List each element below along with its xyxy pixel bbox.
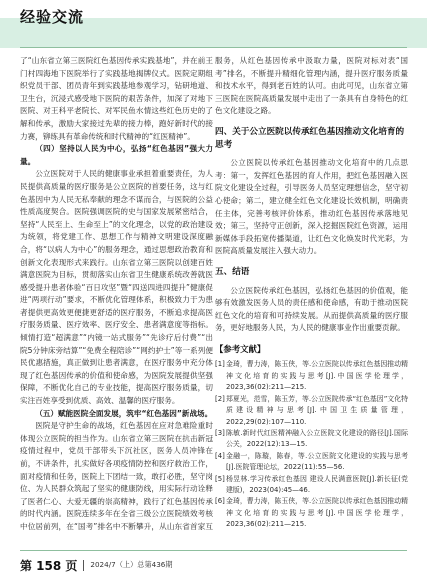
reference-item xyxy=(215,474,408,497)
section-heading: 五、结语 xyxy=(215,266,250,277)
reference-text: 杨昱林.学习传承红色基因 建设人民满意医院[J].新长征(党建版)，2023(04):45—46. xyxy=(226,474,408,494)
reference-number: [4] xyxy=(215,451,225,460)
reference-text: 金琦，曹力涛，陈玉侠，等.公立医院以传承红色基因推动精神文化培育的实践与思考[J].中国医学伦理学，2023,36(02):211—215. xyxy=(226,497,408,529)
body-paragraph: 公立医院传承红色基因，弘扬红色基因的价值观，能够有效激发医务人员的责任感和使命感，有助于推动医院红色文化的培育和可持续发展。从而提供高质量的医疗服务，更好地服务人民，为人民的健康事业作出重要贡献。 xyxy=(215,285,408,333)
footer-divider xyxy=(83,560,84,571)
body-paragraph: 了“山东省立第三医院红色基因传承实践基地”，并在前王门村四海地下医院举行了实践基地揭牌仪式。医院定期组织党员干部、团员青年到实践基地参观学习，钻研地道、卫生台，沉浸式感受地下医院的艰苦条件，加深了对地下医院、对王科平老院长、对军民鱼水情这些红色历史的了解和传承，激励大家接过先辈的接力棒，跑好新时代的接力赛，铆练具有革命传统和时代精神的“红医精神”。 xyxy=(20,56,213,141)
reference-item xyxy=(215,428,408,451)
right-column xyxy=(215,55,408,535)
reference-number: [1] xyxy=(215,360,225,369)
footer-rule xyxy=(20,550,407,551)
reference-text: 陈敏.新时代红医精神融入公立医院文化建设的路径[J].国际公关，2022(12):13—15. xyxy=(226,428,408,449)
header-rule xyxy=(20,47,407,48)
body-paragraph: 医院是守护生命的战场，红色基因在应对急难险重时体现公立医院的担当作为。山东省立第三医院在抗击新冠疫情过程中，党员干部带头下沉社区，医务人员冲锋在前，不讲条件，扎实做好各项疫情防控和医疗救治工作，面对疫情和任务，医院上下团结一致，敢打必胜，坚守岗位、为人民群众筑起了坚实的健康防线，用实际行动诠释了医者仁心、大爱无疆的崇高精神，践行了红色基因传承的时代内涵。医院连续多年在全省三级公立医院绩效考核中位居前列，在“国考”排名中不断攀升，从山东省首家互 xyxy=(20,421,213,531)
reference-item xyxy=(215,451,408,474)
reference-number: [2] xyxy=(215,394,225,403)
body-paragraph: 公立医院以传承红色基因推动文化培育中的几点思考：第一，发挥红色基因的育人作用，把红色基因融入医院文化建设全过程，引导医务人员坚定理想信念，坚守初心使命；第二，建立健全红色文化建设长效机制，明确责任主体，完善考核评价体系，推动红色基因传承落地见效；第三，坚持守正创新，深入挖掘医院红色资源，运用新媒体手段拓宽传播渠道，让红色文化焕发时代光彩，为医院高质量发展注入强大动力。 xyxy=(215,158,408,256)
reference-text: 金融一，陈璇，陈春，等.公立医院文化建设的实践与思考[J].医院管理论坛，2022(11):55—56. xyxy=(226,451,408,472)
references-title: 【参考文献】 xyxy=(215,343,266,354)
left-column xyxy=(20,55,213,535)
reference-item xyxy=(215,394,408,428)
reference-number: [5] xyxy=(215,474,225,483)
reference-number: [3] xyxy=(215,428,225,437)
subsection-heading: （四）坚持以人民为中心，弘扬“红色基因”强大力量。 xyxy=(20,144,213,166)
reference-item xyxy=(215,359,408,393)
sections-container xyxy=(215,126,408,335)
right-intro-paragraph: 服务，从红色基因传承中汲取力量，医院对标对表“国考”排名，不断提升精细化管理内涵，提升医疗服务质量和技术水平，得到老百姓的认可。由此可见，山东省立第三医院在医院高质量发展中走出了一条具有自身特色的红色文化建设之路。 xyxy=(215,56,408,116)
page-footer xyxy=(20,556,173,574)
references-list xyxy=(215,359,408,530)
reference-number: [6] xyxy=(215,497,225,506)
reference-item xyxy=(215,496,408,530)
body-paragraph: 公立医院对于人民的健康事业承担着重要责任，为人民提供高质量的医疗服务是公立医院的首要任务，这与红色基因中为人民无私奉献的理念不谋而合，与医院的公益性质高度契合。医院强调医院的史与国家发展紧密结合，坚持“人民至上、生命至上”的文化理念，以党的政治建设为统领，将党建工作、思想工作与精神文明建设深度融合，将“以病人为中心”的服务理念，通过思想政治教育和创新文化表现形式来践行。山东省立第三医院以创建百姓满意医院为目标，贯彻落实山东省卫生健康系统改善就医感受提升患者体验“百日攻坚”暨“四送四进四提升”健康促进“两项行动”要求，不断优化管理体系，积极致力于为患者提供更高效更便捷更舒适的医疗服务，不断追求提高医疗服务质量、医疗效率、医疗安全、患者满意度等指标。倾情打造“超满意”“内镜一站式服务”“先诊疗后付费”“出院5分钟床旁结算”“免费全程陪诊”“网约护士”等一系列便民优惠措施，真正做到让患者满意，在医疗服务中充分体现了红色基因传承的价值和使命感，为医院发展提供坚强保障，不断优化自己的专业技能，提高医疗服务质量，切实注百姓享受到优质、高效、温馨的医疗服务。 xyxy=(20,169,213,406)
page-header xyxy=(0,0,427,48)
reference-text: 金琦，曹力涛，陈玉侠，等.公立医院以传承红色基因推动精神文化培育的实践与思考[J].中国医学伦理学，2023,36(02):211—215. xyxy=(226,360,408,392)
issue-info: 2024/7（上）总第436期 xyxy=(90,560,173,569)
reference-text: 郑夏光，范雪，陈玉芳，等.公立医院传承“红色基因”文化特质建设精神与思考[J].中国卫生质量管理，2022,29(02):107—110. xyxy=(226,394,408,426)
page-number: 第 158 页 xyxy=(20,558,78,573)
section-heading: 四、关于公立医院以传承红色基因推动文化培育的思考 xyxy=(215,126,405,150)
subsection-heading: （五）赋能医院全面发展，筑牢“红色基因”新战场。 xyxy=(35,408,213,418)
section-title: 经验交流 xyxy=(20,8,85,26)
